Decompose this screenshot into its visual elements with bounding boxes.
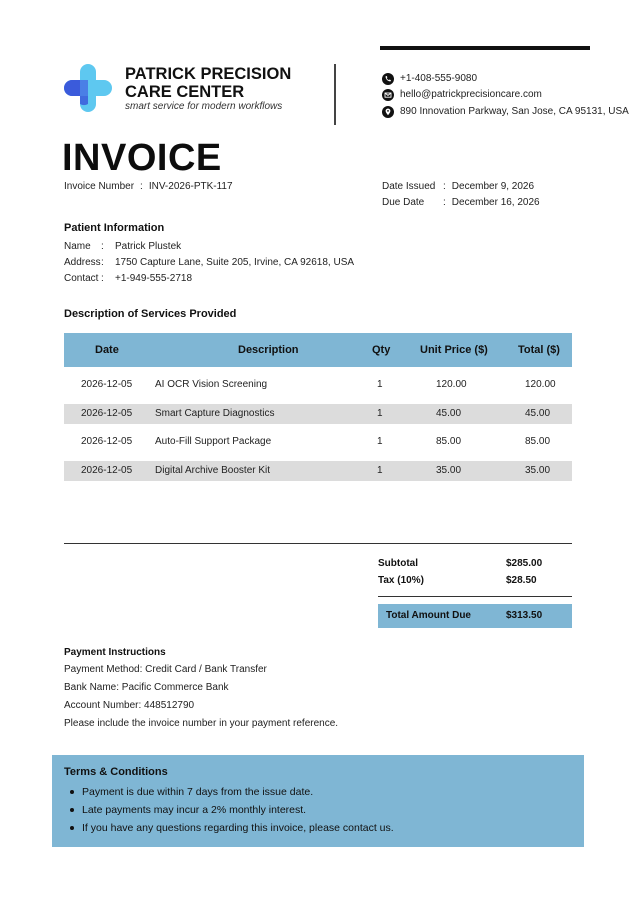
payment-method: Payment Method: Credit Card / Bank Transfer (64, 664, 267, 675)
patient-name-value: Patrick Plustek (115, 241, 182, 252)
medical-cross-logo-icon (64, 64, 112, 112)
patient-address-value: 1750 Capture Lane, Suite 205, Irvine, CA 92618, USA (115, 257, 355, 268)
invoice-title: INVOICE (62, 137, 222, 179)
header-divider (334, 64, 336, 125)
total-due-label: Total Amount Due (386, 610, 471, 621)
row-description: Digital Archive Booster Kit (155, 465, 271, 476)
header-email-text: hello@patrickprecisioncare.com (400, 89, 542, 100)
payment-title: Payment Instructions (64, 647, 166, 658)
table-bottom-divider (64, 543, 572, 544)
date-issued-value: December 9, 2026 (451, 181, 535, 192)
header-phone-text: +1-408-555-9080 (400, 73, 478, 84)
row-total: 85.00 (525, 436, 551, 447)
column-header-total: Total ($) (518, 344, 560, 356)
patient-info-title: Patient Information (64, 222, 165, 234)
header-address (381, 105, 629, 118)
due-date: Due Date : December 16, 2026 (382, 197, 540, 208)
row-date: 2026-12-05 (81, 379, 133, 390)
location-pin-icon (381, 105, 394, 118)
table-row (64, 404, 572, 424)
phone-icon (381, 72, 394, 85)
mail-icon (381, 88, 394, 101)
patient-name-row: Name : Patrick Plustek (64, 241, 182, 252)
column-header-unit-price: Unit Price ($) (420, 344, 488, 356)
subtotal-label: Subtotal (378, 558, 418, 569)
payment-account: Account Number: 448512790 (64, 700, 195, 711)
row-unit-price: 120.00 (436, 379, 467, 390)
row-total: 35.00 (525, 465, 551, 476)
totals-divider (378, 596, 572, 597)
column-header-date: Date (95, 344, 119, 356)
terms-item: If you have any questions regarding this invoice, please contact us. (82, 819, 394, 837)
patient-name-label: Name (64, 241, 91, 252)
row-qty: 1 (377, 436, 383, 447)
brand-tagline: smart service for modern workflows (125, 101, 283, 112)
row-description: AI OCR Vision Screening (155, 379, 268, 390)
row-unit-price: 35.00 (436, 465, 462, 476)
row-total: 120.00 (525, 379, 556, 390)
terms-item: Payment is due within 7 days from the issue date. (82, 783, 394, 801)
header-email (381, 88, 542, 101)
payment-note: Please include the invoice number in your payment reference. (64, 718, 339, 729)
patient-contact-row: Contact : +1-949-555-2718 (64, 273, 193, 284)
terms-item: Late payments may incur a 2% monthly interest. (82, 801, 394, 819)
patient-address-row: Address : 1750 Capture Lane, Suite 205, Irvine, CA 92618, USA (64, 257, 355, 268)
row-description: Auto-Fill Support Package (155, 436, 272, 447)
table-row (64, 461, 572, 481)
brand-name-line1: PATRICK PRECISION (125, 65, 292, 83)
total-due-box (378, 604, 572, 628)
tax-value: $28.50 (506, 575, 537, 586)
tax-label: Tax (10%) (378, 575, 424, 586)
row-unit-price: 45.00 (436, 408, 462, 419)
patient-contact-value: +1-949-555-2718 (115, 273, 193, 284)
payment-bank: Bank Name: Pacific Commerce Bank (64, 682, 229, 693)
total-due-value: $313.50 (506, 610, 543, 621)
header-accent-bar (380, 46, 590, 50)
table-row (64, 375, 572, 395)
services-table-header (64, 333, 572, 367)
date-issued: Date Issued : December 9, 2026 (382, 181, 535, 192)
row-total: 45.00 (525, 408, 551, 419)
invoice-number-value: INV-2026-PTK-117 (148, 181, 233, 192)
patient-contact-label: Contact (64, 273, 99, 284)
date-issued-label: Date Issued (382, 181, 436, 192)
row-date: 2026-12-05 (81, 465, 133, 476)
row-qty: 1 (377, 408, 383, 419)
terms-list (82, 783, 394, 837)
patient-address-label: Address (64, 257, 101, 268)
brand-name-line2: CARE CENTER (125, 83, 245, 101)
row-description: Smart Capture Diagnostics (155, 408, 275, 419)
row-qty: 1 (377, 379, 383, 390)
terms-box (52, 755, 584, 847)
subtotal-value: $285.00 (506, 558, 543, 569)
terms-title: Terms & Conditions (64, 766, 168, 778)
column-header-qty: Qty (372, 344, 391, 356)
table-row (64, 432, 572, 452)
invoice-number: Invoice Number : INV-2026-PTK-117 (64, 181, 233, 192)
due-date-value: December 16, 2026 (451, 197, 540, 208)
row-qty: 1 (377, 465, 383, 476)
due-date-label: Due Date (382, 197, 425, 208)
row-date: 2026-12-05 (81, 408, 133, 419)
header-address-text: 890 Innovation Parkway, San Jose, CA 95131, USA (400, 106, 629, 117)
row-unit-price: 85.00 (436, 436, 462, 447)
header-phone (381, 72, 477, 85)
invoice-number-label: Invoice Number (64, 181, 135, 192)
brand-name (125, 65, 325, 101)
column-header-description: Description (238, 344, 299, 356)
services-title: Description of Services Provided (64, 308, 237, 320)
row-date: 2026-12-05 (81, 436, 133, 447)
